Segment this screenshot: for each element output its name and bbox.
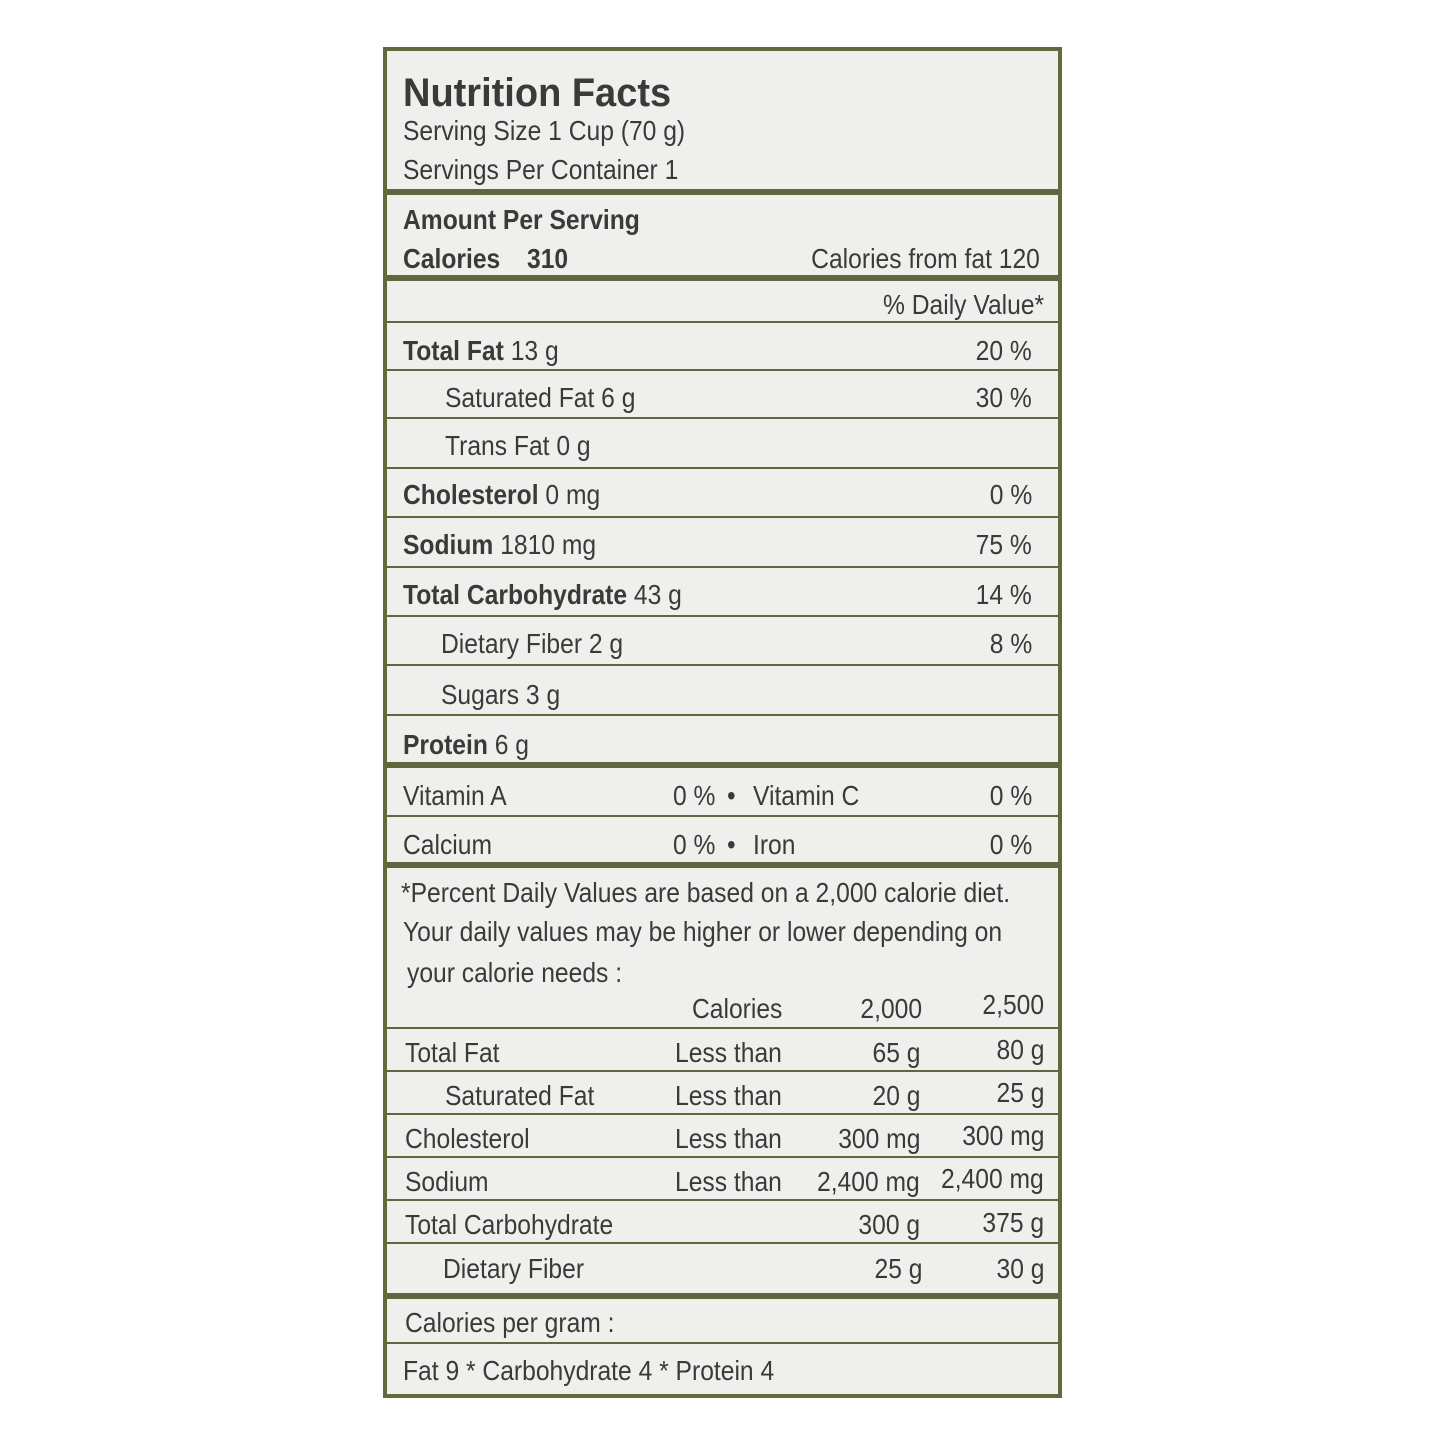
ref-name: Saturated Fat xyxy=(445,1080,595,1111)
divider xyxy=(387,1293,1058,1299)
nutrient-row xyxy=(403,731,529,759)
nutrient-name: Dietary Fiber xyxy=(441,628,583,659)
footnote-line: Your daily values may be higher or lower depending on xyxy=(403,916,1003,947)
nutrient-name: Saturated Fat xyxy=(445,382,595,413)
nutrient-row xyxy=(445,432,591,460)
divider xyxy=(387,417,1058,419)
divider xyxy=(387,189,1058,195)
nutrient-amount: 43 g xyxy=(633,579,682,610)
ref-col1: 65 g xyxy=(872,1037,920,1068)
ref-col1: 25 g xyxy=(874,1253,922,1284)
ref-col2: 30 g xyxy=(996,1253,1044,1284)
nutrient-name: Sodium xyxy=(403,529,494,560)
divider xyxy=(387,1342,1058,1344)
nutrient-name: Protein xyxy=(403,729,488,760)
nutrient-row xyxy=(441,630,623,658)
iron-value: 0 % xyxy=(989,829,1032,860)
footnote-line: your calorie needs : xyxy=(407,957,623,988)
divider xyxy=(387,275,1058,281)
nutrient-amount: 1810 mg xyxy=(500,529,597,560)
divider xyxy=(387,664,1058,666)
divider xyxy=(387,815,1058,817)
bullet: • xyxy=(727,829,736,860)
nutrient-dv: 20 % xyxy=(975,335,1032,366)
ref-col2: 375 g xyxy=(982,1207,1044,1238)
ref-col1: 20 g xyxy=(872,1080,920,1111)
label-title: Nutrition Facts xyxy=(403,71,672,115)
servings-per-container: Servings Per Container 1 xyxy=(403,154,679,185)
nutrient-dv: 8 % xyxy=(989,628,1032,659)
ref-col2: 25 g xyxy=(996,1077,1044,1108)
ref-col2: 2,400 mg xyxy=(941,1163,1044,1194)
ref-header-col2: 2,500 xyxy=(982,989,1044,1020)
nutrient-row xyxy=(445,384,635,412)
calcium-value: 0 % xyxy=(673,829,716,860)
divider xyxy=(387,467,1058,469)
divider xyxy=(387,369,1058,371)
nutrient-amount: 0 g xyxy=(556,430,591,461)
nutrient-name: Total Carbohydrate xyxy=(403,579,628,610)
nutrient-row xyxy=(403,337,559,365)
divider xyxy=(387,1199,1058,1201)
divider xyxy=(387,1113,1058,1115)
divider xyxy=(387,862,1058,868)
nutrient-row xyxy=(403,481,600,509)
divider xyxy=(387,714,1058,716)
bullet: • xyxy=(727,780,736,811)
nutrition-label-body xyxy=(387,51,1058,1394)
vitamin-c-label: Vitamin C xyxy=(753,780,860,811)
calories-value: 310 xyxy=(527,243,569,274)
ref-qual: Less than xyxy=(675,1166,782,1197)
nutrient-amount: 2 g xyxy=(588,628,624,659)
ref-header-label: Calories xyxy=(692,993,783,1024)
divider xyxy=(387,321,1058,323)
ref-col1: 300 g xyxy=(858,1209,920,1240)
ref-col1: 2,400 mg xyxy=(817,1166,920,1197)
nutrient-dv: 30 % xyxy=(975,382,1032,413)
nutrient-amount: 0 mg xyxy=(545,479,601,510)
footnote-line: *Percent Daily Values are based on a 2,000 calorie diet. xyxy=(401,877,1011,908)
daily-value-header: % Daily Value* xyxy=(882,289,1044,320)
nutrient-name: Sugars xyxy=(441,679,520,710)
nutrition-label xyxy=(383,47,1062,1398)
nutrient-dv: 75 % xyxy=(975,529,1032,560)
calories-per-gram-label: Calories per gram : xyxy=(405,1307,615,1338)
ref-qual: Less than xyxy=(675,1080,782,1111)
nutrient-dv: 14 % xyxy=(975,579,1032,610)
nutrient-row xyxy=(403,531,596,559)
calories-per-gram: Fat 9 * Carbohydrate 4 * Protein 4 xyxy=(403,1355,775,1386)
vitamin-a-label: Vitamin A xyxy=(403,780,507,811)
nutrient-amount: 6 g xyxy=(601,382,636,413)
calories-label: Calories xyxy=(403,243,501,274)
ref-name: Dietary Fiber xyxy=(443,1253,585,1284)
nutrient-amount: 3 g xyxy=(525,679,561,710)
ref-name: Total Carbohydrate xyxy=(405,1209,614,1240)
divider xyxy=(387,615,1058,617)
vitamin-c-value: 0 % xyxy=(989,780,1032,811)
divider xyxy=(387,1242,1058,1244)
ref-name: Sodium xyxy=(405,1166,489,1197)
divider xyxy=(387,1156,1058,1158)
amount-per-serving: Amount Per Serving xyxy=(403,204,640,235)
nutrient-amount: 6 g xyxy=(494,729,530,760)
nutrient-dv: 0 % xyxy=(989,479,1032,510)
divider xyxy=(387,1027,1058,1029)
divider xyxy=(387,1070,1058,1072)
ref-col1: 300 mg xyxy=(837,1123,920,1154)
iron-label: Iron xyxy=(753,829,796,860)
calcium-label: Calcium xyxy=(403,829,493,860)
nutrient-name: Trans Fat xyxy=(445,430,550,461)
calories-from-fat: Calories from fat 120 xyxy=(811,243,1040,274)
vitamin-a-value: 0 % xyxy=(673,780,716,811)
ref-name: Cholesterol xyxy=(405,1123,530,1154)
serving-size: Serving Size 1 Cup (70 g) xyxy=(403,115,686,146)
nutrient-amount: 13 g xyxy=(510,335,559,366)
divider xyxy=(387,762,1058,768)
ref-header-col1: 2,000 xyxy=(860,993,922,1024)
ref-qual: Less than xyxy=(675,1123,782,1154)
nutrient-name: Total Fat xyxy=(403,335,504,366)
ref-col2: 300 mg xyxy=(961,1120,1044,1151)
divider xyxy=(387,566,1058,568)
ref-qual: Less than xyxy=(675,1037,782,1068)
nutrient-row xyxy=(403,581,682,609)
divider xyxy=(387,516,1058,518)
ref-name: Total Fat xyxy=(405,1037,500,1068)
ref-col2: 80 g xyxy=(996,1034,1044,1065)
nutrient-name: Cholesterol xyxy=(403,479,539,510)
nutrient-row xyxy=(441,681,560,709)
